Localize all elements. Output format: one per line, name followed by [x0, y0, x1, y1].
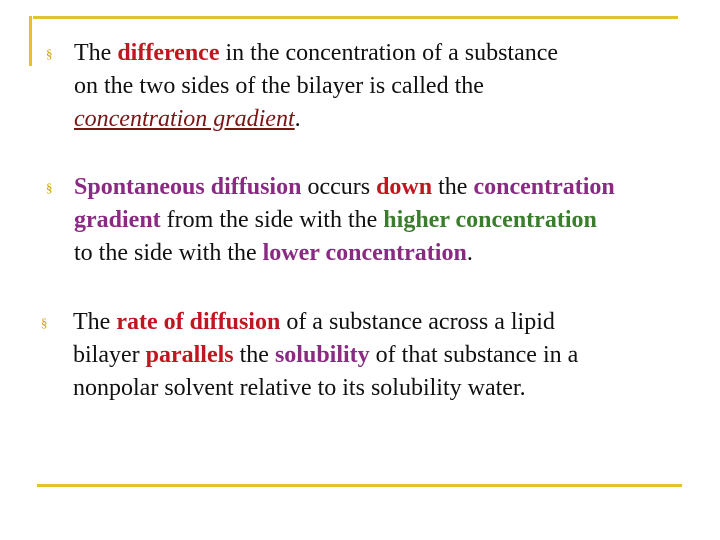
text-segment: the	[432, 174, 474, 200]
text-segment: .	[294, 106, 301, 132]
emphasis-red: parallels	[145, 342, 234, 368]
bullet-text	[73, 306, 701, 405]
emphasis-purple: solubility	[274, 342, 370, 368]
text-segment: in the concentration of a substance on the two sides of the bilayer is called the	[74, 40, 559, 99]
bullet-spontaneous-diffusion	[46, 171, 706, 270]
frame-left-rule	[29, 16, 32, 66]
text-segment: occurs	[301, 174, 377, 200]
emphasis-purple: concentration gradient	[74, 174, 615, 233]
bullet-concentration-gradient	[46, 37, 706, 136]
text-segment: of a substance across a lipid bilayer	[73, 309, 555, 368]
square-bullet-icon: §	[41, 315, 48, 330]
emphasis-purple: lower concentration	[262, 240, 467, 266]
text-segment: The	[74, 40, 118, 66]
text-segment: of that substance in a nonpolar solvent relative to its solubility water.	[73, 342, 579, 401]
bullet-text	[74, 37, 706, 136]
text-segment: .	[466, 240, 473, 266]
square-bullet-icon: §	[46, 180, 53, 195]
emphasis-red: difference	[117, 40, 220, 66]
bullet-text	[74, 171, 706, 270]
text-segment: the	[233, 342, 275, 368]
emphasis-purple: Spontaneous diffusion	[74, 174, 302, 200]
emphasis-term: concentration gradient	[74, 106, 295, 132]
square-bullet-icon: §	[46, 46, 53, 61]
emphasis-green: higher concentration	[383, 207, 597, 233]
text-segment: to the side with the	[74, 240, 257, 266]
text-segment: The	[73, 309, 117, 335]
frame-top-rule	[33, 16, 678, 19]
bullet-rate-of-diffusion	[41, 306, 701, 405]
text-segment: from the side with the	[160, 207, 384, 233]
emphasis-red: rate of diffusion	[116, 309, 281, 335]
emphasis-red: down	[376, 174, 433, 200]
frame-bottom-rule	[37, 484, 682, 487]
